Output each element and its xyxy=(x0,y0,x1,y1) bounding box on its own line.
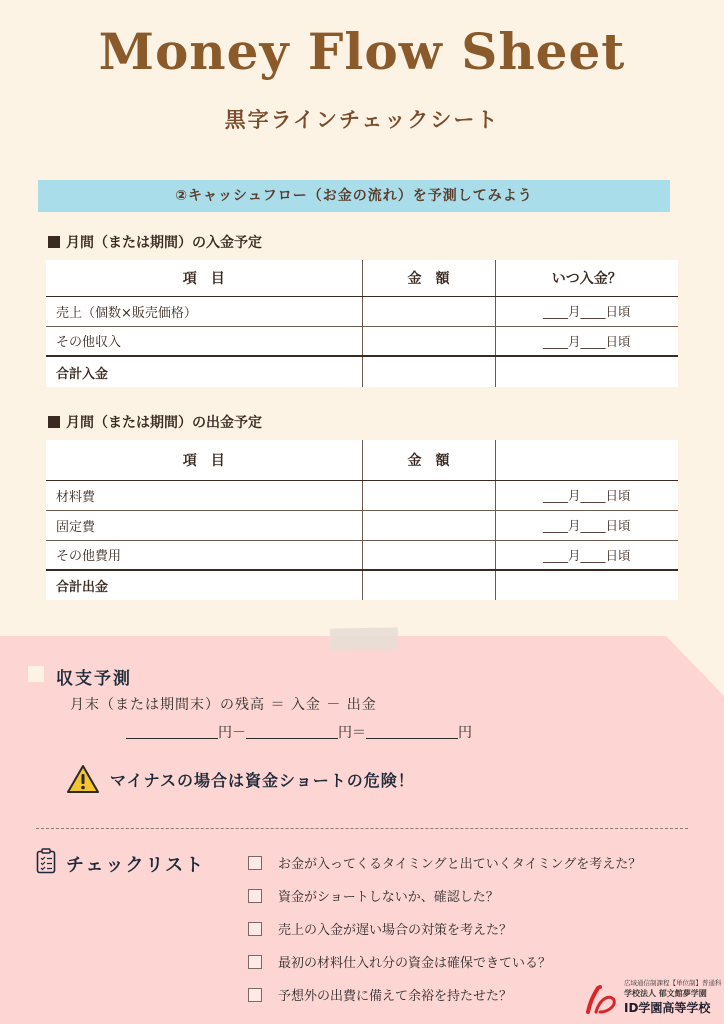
checklist-title: チェックリスト xyxy=(66,855,206,876)
table-row xyxy=(46,540,678,570)
yen-label: 円 xyxy=(338,725,352,741)
checkbox[interactable] xyxy=(248,988,262,1002)
balance-title: 収支予測 xyxy=(56,669,132,689)
warning-text: マイナスの場合は資金ショートの危険！ xyxy=(110,770,415,790)
total-label: 合計出金 xyxy=(46,570,362,600)
amount-cell[interactable] xyxy=(362,510,495,540)
checkbox[interactable] xyxy=(248,922,262,936)
checklist-item[interactable] xyxy=(248,912,641,945)
table-row xyxy=(46,296,678,326)
square-bullet-icon xyxy=(48,416,60,428)
square-bullet-icon xyxy=(48,236,60,248)
school-logo-mark-icon xyxy=(580,984,620,1016)
column-header-item: 項 目 xyxy=(46,440,362,480)
total-amount-cell[interactable] xyxy=(362,356,495,387)
column-header-date: いつ入金？ xyxy=(495,260,678,296)
dashed-divider xyxy=(36,828,688,829)
checklist-item[interactable] xyxy=(248,846,641,879)
total-row xyxy=(46,570,678,600)
date-cell[interactable]: ____月____日頃 xyxy=(495,480,678,510)
expense-table xyxy=(46,440,678,600)
expense-heading xyxy=(48,412,262,432)
total-empty-cell xyxy=(495,356,678,387)
income-heading-text: 月間（または期間）の入金予定 xyxy=(66,235,262,251)
total-empty-cell xyxy=(495,570,678,600)
date-cell[interactable]: ____月____日頃 xyxy=(495,510,678,540)
checklist-item[interactable] xyxy=(248,879,641,912)
total-row xyxy=(46,356,678,387)
logo-school-name: ID学園高等学校 xyxy=(624,1001,711,1015)
row-item: 売上（個数×販売価格） xyxy=(46,296,362,326)
section-banner: ②キャッシュフロー（お金の流れ）を予測してみよう xyxy=(38,180,670,212)
logo-course-text: 広域通信制課程【単位制】普通科 xyxy=(624,979,722,987)
clipboard-icon xyxy=(36,848,56,874)
column-header-date xyxy=(495,440,678,480)
income-blank[interactable] xyxy=(126,723,218,739)
table-row xyxy=(46,480,678,510)
yen-label: 円 xyxy=(458,725,472,741)
expense-blank[interactable] xyxy=(246,723,338,739)
checklist-item-label: 売上の入金が遅い場合の対策を考えた？ xyxy=(278,923,513,938)
column-header-amount: 金 額 xyxy=(362,260,495,296)
page-subtitle: 黒字ラインチェックシート xyxy=(224,108,500,132)
amount-cell[interactable] xyxy=(362,326,495,356)
row-item: 材料費 xyxy=(46,480,362,510)
warning-message xyxy=(66,764,415,794)
row-item: その他収入 xyxy=(46,326,362,356)
date-cell[interactable]: ____月____日頃 xyxy=(495,326,678,356)
school-logo xyxy=(580,978,720,1018)
column-header-amount: 金 額 xyxy=(362,440,495,480)
date-cell[interactable]: ____月____日頃 xyxy=(495,296,678,326)
income-heading xyxy=(48,232,262,252)
date-cell[interactable]: ____月____日頃 xyxy=(495,540,678,570)
checkbox[interactable] xyxy=(248,856,262,870)
checkbox[interactable] xyxy=(248,889,262,903)
table-header-row xyxy=(46,440,678,480)
balance-calculation xyxy=(126,722,472,742)
checklist-item-label: 予想外の出費に備えて余裕を持たせた？ xyxy=(278,989,513,1004)
table-row xyxy=(46,326,678,356)
checklist-item-label: お金が入ってくるタイミングと出ていくタイミングを考えた？ xyxy=(278,857,642,872)
balance-formula: 月末（または期間末）の残高 ＝ 入金 － 出金 xyxy=(70,697,377,713)
column-header-item: 項 目 xyxy=(46,260,362,296)
yen-label: 円 xyxy=(218,725,232,741)
income-table xyxy=(46,260,678,387)
equals-sign: ＝ xyxy=(352,725,366,741)
checklist-item[interactable] xyxy=(248,945,641,978)
total-amount-cell[interactable] xyxy=(362,570,495,600)
minus-sign: － xyxy=(232,725,246,741)
table-row xyxy=(46,510,678,540)
row-item: 固定費 xyxy=(46,510,362,540)
tape-decoration xyxy=(330,627,398,650)
row-item: その他費用 xyxy=(46,540,362,570)
amount-cell[interactable] xyxy=(362,480,495,510)
warning-icon xyxy=(66,764,100,794)
expense-heading-text: 月間（または期間）の出金予定 xyxy=(66,415,262,431)
square-bullet-icon xyxy=(28,666,44,682)
checklist-item-label: 最初の材料仕入れ分の資金は確保できている？ xyxy=(278,956,552,971)
amount-cell[interactable] xyxy=(362,540,495,570)
table-header-row xyxy=(46,260,678,296)
page-title: Money Flow Sheet xyxy=(98,22,626,81)
amount-cell[interactable] xyxy=(362,296,495,326)
logo-corporation-text: 学校法人 郁文館夢学園 xyxy=(624,989,707,998)
checklist-item-label: 資金がショートしないか、確認した？ xyxy=(278,890,499,905)
checkbox[interactable] xyxy=(248,955,262,969)
total-label: 合計入金 xyxy=(46,356,362,387)
balance-blank[interactable] xyxy=(366,723,458,739)
